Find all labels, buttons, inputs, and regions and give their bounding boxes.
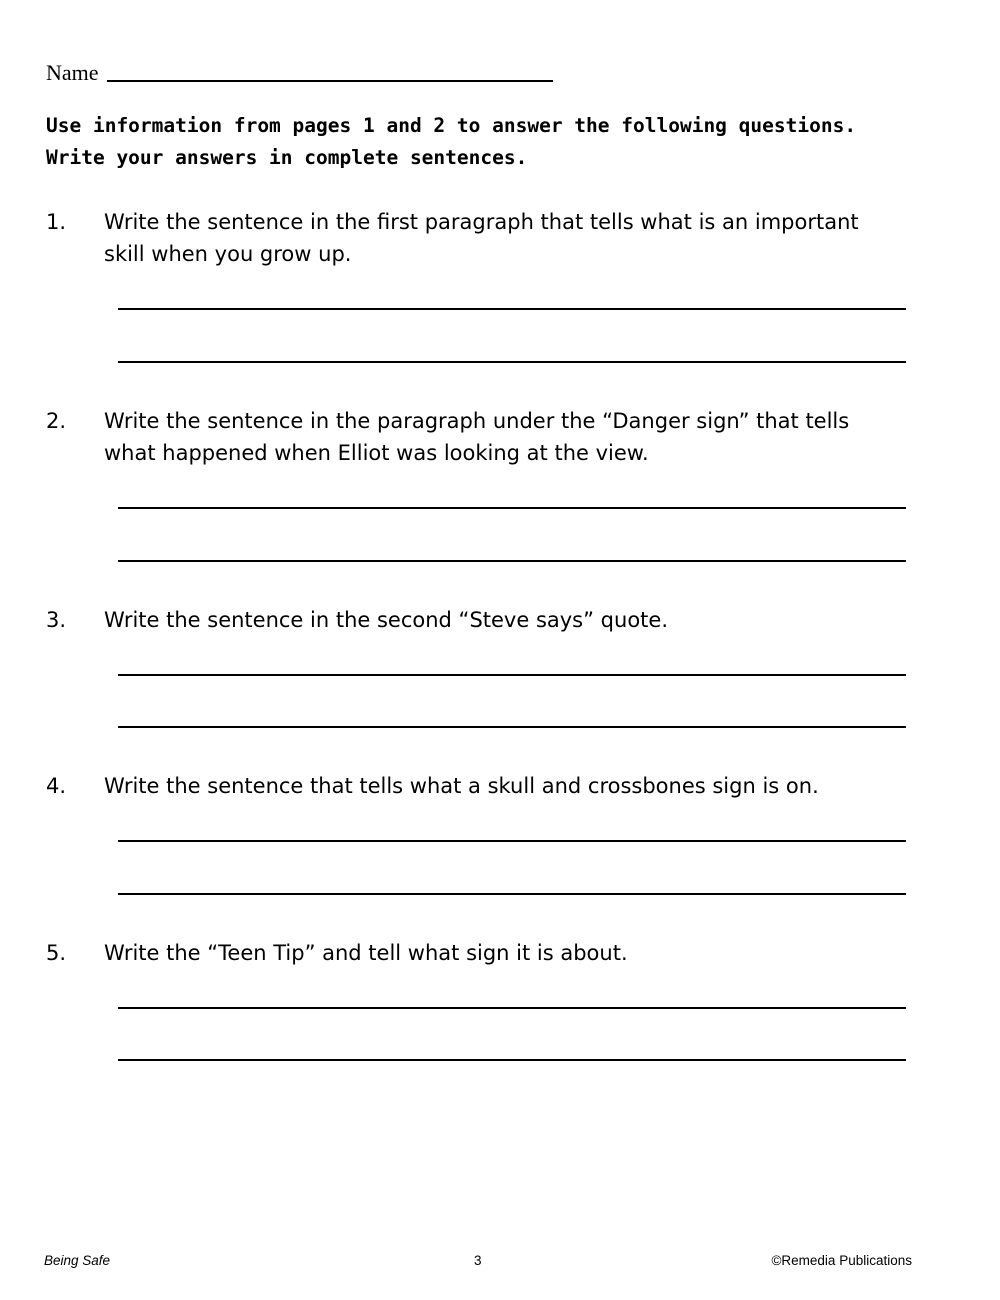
name-field[interactable] bbox=[107, 80, 553, 82]
name-label: Name bbox=[46, 60, 99, 85]
question-text bbox=[104, 770, 904, 802]
question-text-line: what happened when Elliot was looking at the view. bbox=[104, 441, 649, 465]
instruction-line: Write your answers in complete sentences. bbox=[46, 146, 528, 169]
question-number: 5. bbox=[46, 941, 67, 965]
answer-line-3b[interactable] bbox=[118, 726, 906, 728]
question-text bbox=[104, 604, 904, 636]
question-text bbox=[104, 405, 904, 469]
page-number: 3 bbox=[474, 1253, 482, 1268]
answer-line-5b[interactable] bbox=[118, 1059, 906, 1061]
answer-line-5a[interactable] bbox=[118, 1007, 906, 1009]
instruction-line: Use information from pages 1 and 2 to answer the following questions. bbox=[46, 114, 857, 137]
question-number: 1. bbox=[46, 210, 67, 234]
instructions bbox=[46, 110, 946, 174]
footer-title: Being Safe bbox=[44, 1253, 111, 1268]
question-text-line: Write the sentence in the second “Steve says” quote. bbox=[104, 608, 668, 632]
footer-copyright: ©Remedia Publications bbox=[771, 1253, 912, 1268]
answer-line-1b[interactable] bbox=[118, 361, 906, 363]
question-text-line: Write the sentence that tells what a skull and crossbones sign is on. bbox=[104, 774, 819, 798]
answer-line-4b[interactable] bbox=[118, 893, 906, 895]
question-text-line: skill when you grow up. bbox=[104, 242, 352, 266]
answer-line-4a[interactable] bbox=[118, 840, 906, 842]
question-text-line: Write the sentence in the paragraph under the “Danger sign” that tells bbox=[104, 409, 850, 433]
question-text bbox=[104, 937, 904, 969]
question-text bbox=[104, 206, 904, 270]
answer-line-3a[interactable] bbox=[118, 674, 906, 676]
question-text-line: Write the sentence in the first paragraph that tells what is an important bbox=[104, 210, 859, 234]
answer-line-1a[interactable] bbox=[118, 308, 906, 310]
question-number: 4. bbox=[46, 774, 67, 798]
question-number: 2. bbox=[46, 409, 67, 433]
answer-line-2b[interactable] bbox=[118, 560, 906, 562]
question-number: 3. bbox=[46, 608, 67, 632]
answer-line-2a[interactable] bbox=[118, 507, 906, 509]
name-row bbox=[46, 60, 553, 86]
question-text-line: Write the “Teen Tip” and tell what sign it is about. bbox=[104, 941, 628, 965]
